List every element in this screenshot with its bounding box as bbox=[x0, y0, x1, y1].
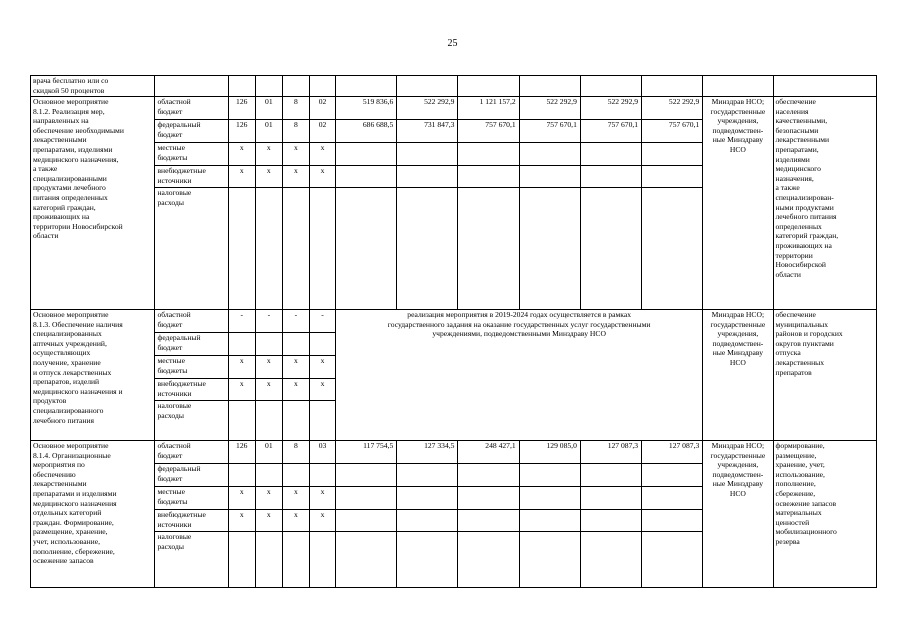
cs-cell: 8 bbox=[282, 97, 309, 120]
cs-cell: х bbox=[282, 356, 309, 379]
vr-cell: 02 bbox=[309, 120, 335, 143]
grbs-cell: 126 bbox=[228, 441, 255, 464]
source-label: внебюджетные источники bbox=[155, 166, 228, 188]
rz-cell bbox=[255, 333, 282, 356]
implementation-note: реализация мероприятия в 2019-2024 годах осуществляется в рамках государственного задания на оказание государственных услуг государственными учреждениями, подведомственными Минздраву НСО bbox=[336, 310, 703, 441]
cs-cell: х bbox=[282, 143, 309, 166]
vr-cell bbox=[309, 333, 335, 356]
table-row bbox=[31, 441, 877, 464]
executor-cell: Минздрав НСО; государственные учреждения, подведомствен- ные Минздраву НСО bbox=[703, 441, 773, 588]
source-label: налоговые расходы bbox=[155, 532, 228, 588]
measure-cell: Основное мероприятие 8.1.3. Обеспечение наличия специализированных аптечных учреждений, осуществляющих получение, хранение и отпуск лекарственных препаратов, изделий медицинского назначения и продуктов специализированного лечебного питания bbox=[31, 310, 155, 441]
source-label: налоговые расходы bbox=[155, 401, 228, 441]
grbs-cell: 126 bbox=[228, 120, 255, 143]
source-label: местные бюджеты bbox=[155, 487, 228, 510]
value-cell: 757 670,1 bbox=[519, 120, 580, 143]
source-label: областной бюджет bbox=[155, 97, 228, 120]
value-cell: 127 087,3 bbox=[580, 441, 641, 464]
source-label: местные бюджеты bbox=[155, 356, 228, 379]
rz-cell: 01 bbox=[255, 120, 282, 143]
grbs-cell: 126 bbox=[228, 97, 255, 120]
rz-cell: х bbox=[255, 510, 282, 532]
source-label: областной бюджет bbox=[155, 441, 228, 464]
measure-cell: врача бесплатно или со скидкой 50 процентов bbox=[31, 76, 155, 97]
cs-cell: х bbox=[282, 487, 309, 510]
grbs-cell: х bbox=[228, 487, 255, 510]
vr-cell: х bbox=[309, 379, 335, 401]
value-cell: 127 334,5 bbox=[397, 441, 458, 464]
rz-cell: х bbox=[255, 166, 282, 188]
value-cell: 522 292,9 bbox=[397, 97, 458, 120]
vr-cell: 02 bbox=[309, 97, 335, 120]
value-cell: 519 836,6 bbox=[336, 97, 397, 120]
value-cell: 248 427,1 bbox=[458, 441, 519, 464]
value-cell: 731 847,3 bbox=[397, 120, 458, 143]
grbs-cell: х bbox=[228, 356, 255, 379]
source-label: внебюджетные источники bbox=[155, 379, 228, 401]
rz-cell: х bbox=[255, 143, 282, 166]
cs-cell: 8 bbox=[282, 441, 309, 464]
vr-cell: х bbox=[309, 166, 335, 188]
cs-cell bbox=[282, 333, 309, 356]
grbs-cell: х bbox=[228, 143, 255, 166]
source-label: внебюджетные источники bbox=[155, 510, 228, 532]
value-cell: 757 670,1 bbox=[642, 120, 703, 143]
vr-cell: х bbox=[309, 510, 335, 532]
source-label: федеральный бюджет bbox=[155, 120, 228, 143]
cs-cell: х bbox=[282, 379, 309, 401]
executor-cell: Минздрав НСО; государственные учреждения, подведомствен- ные Минздраву НСО bbox=[703, 310, 773, 441]
rz-cell: х bbox=[255, 487, 282, 510]
table-row bbox=[31, 310, 877, 333]
rz-cell: 01 bbox=[255, 441, 282, 464]
vr-cell: - bbox=[309, 310, 335, 333]
rz-cell: х bbox=[255, 379, 282, 401]
grbs-cell: х bbox=[228, 510, 255, 532]
source-label: областной бюджет bbox=[155, 310, 228, 333]
vr-cell: 03 bbox=[309, 441, 335, 464]
value-cell: 522 292,9 bbox=[580, 97, 641, 120]
cs-cell: - bbox=[282, 310, 309, 333]
page-number: 25 bbox=[447, 38, 458, 49]
budget-table bbox=[30, 75, 877, 588]
rz-cell: 01 bbox=[255, 97, 282, 120]
value-cell: 757 670,1 bbox=[458, 120, 519, 143]
result-cell: обеспечение муниципальных районов и городских округов пунктами отпуска лекарственных препаратов bbox=[773, 310, 877, 441]
result-cell: формирование, размещение, хранение, учет, использование, пополнение, сбережение, освежение запасов материальных ценностей мобилизационного резерва bbox=[773, 441, 877, 588]
cs-cell: х bbox=[282, 510, 309, 532]
table-row bbox=[31, 97, 877, 120]
value-cell: 127 087,3 bbox=[642, 441, 703, 464]
grbs-cell: х bbox=[228, 379, 255, 401]
executor-cell: Минздрав НСО; государственные учреждения, подведомствен- ные Минздраву НСО bbox=[703, 97, 773, 310]
table-row bbox=[31, 76, 877, 97]
grbs-cell bbox=[228, 333, 255, 356]
value-cell: 117 754,5 bbox=[336, 441, 397, 464]
cs-cell: 8 bbox=[282, 120, 309, 143]
value-cell: 522 292,9 bbox=[642, 97, 703, 120]
measure-cell: Основное мероприятие 8.1.2. Реализация мер, направленных на обеспечение необходимыми лекарственными препаратами, изделиями медицинского назначения, а также специализированными продуктами лечебного питания определенных категорий граждан, проживающих на территории Новосибирской области bbox=[31, 97, 155, 310]
source-label: федеральный бюджет bbox=[155, 464, 228, 487]
source-label: федеральный бюджет bbox=[155, 333, 228, 356]
vr-cell: х bbox=[309, 356, 335, 379]
value-cell: 522 292,9 bbox=[519, 97, 580, 120]
value-cell: 686 688,5 bbox=[336, 120, 397, 143]
source-label: налоговые расходы bbox=[155, 188, 228, 310]
measure-cell: Основное мероприятие 8.1.4. Организационные мероприятия по обеспечению лекарственными препаратами и изделиями медицинского назначения отдельных категорий граждан. Формирование, размещение, хранение, учет, использование, пополнение, сбережение, освежение запасов bbox=[31, 441, 155, 588]
vr-cell: х bbox=[309, 487, 335, 510]
grbs-cell: х bbox=[228, 166, 255, 188]
vr-cell: х bbox=[309, 143, 335, 166]
grbs-cell: - bbox=[228, 310, 255, 333]
rz-cell: х bbox=[255, 356, 282, 379]
value-cell: 1 121 157,2 bbox=[458, 97, 519, 120]
value-cell: 757 670,1 bbox=[580, 120, 641, 143]
source-label: местные бюджеты bbox=[155, 143, 228, 166]
cs-cell: х bbox=[282, 166, 309, 188]
value-cell: 129 085,0 bbox=[519, 441, 580, 464]
result-cell: обеспечение населения качественными, безопасными лекарственными препаратами, изделиями медицинского назначения, а также специализирован- ными продуктами лечебного питания определенных категорий граждан, проживающих на территории Новосибирской области bbox=[773, 97, 877, 310]
rz-cell: - bbox=[255, 310, 282, 333]
